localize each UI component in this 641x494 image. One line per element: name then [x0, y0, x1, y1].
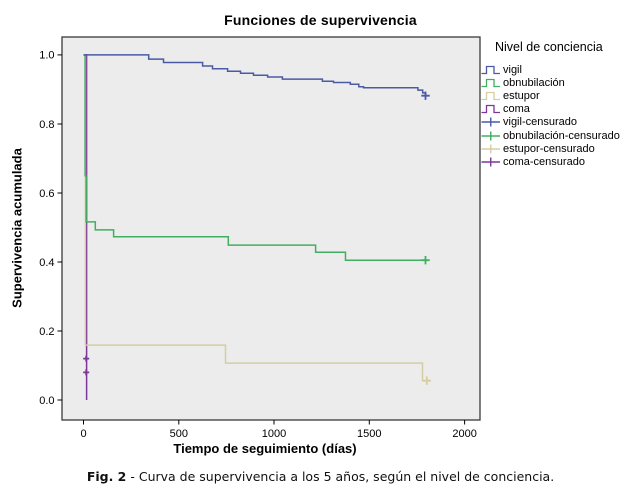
figure-caption: [0, 469, 641, 484]
chart-title: Funciones de supervivencia: [224, 12, 417, 28]
legend-item-vigil-censurado: [481, 116, 641, 129]
legend-item-estupor: [481, 89, 641, 102]
step-line-icon: [481, 90, 501, 102]
y-tick-label: 0.6: [39, 187, 55, 200]
x-axis-label: Tiempo de seguimiento (días): [173, 441, 357, 456]
caption-prefix: Fig. 2: [86, 469, 127, 484]
y-axis-label: Supervivencia acumulada: [9, 148, 25, 308]
plus-censor-icon: [481, 130, 501, 142]
legend-label: estupor-censurado: [503, 142, 595, 155]
x-tick-label: 0: [80, 428, 87, 440]
y-tick-label: 0.4: [39, 256, 55, 269]
legend-item-obnubilacion-censurado: [481, 129, 641, 142]
x-tick-label: 500: [169, 428, 188, 440]
plus-censor-icon: [481, 156, 501, 168]
legend-item-estupor-censurado: [481, 142, 641, 155]
legend-label: coma-censurado: [503, 155, 585, 168]
plus-censor-icon: [481, 143, 501, 155]
legend-label: vigil-censurado: [503, 116, 577, 129]
step-line-icon: [481, 64, 501, 76]
plus-censor-icon: [481, 116, 501, 128]
caption-text: - Curva de supervivencia a los 5 años, según el nivel de conciencia.: [126, 469, 555, 484]
legend-label: obnubilación: [503, 76, 565, 89]
legend-item-vigil: [481, 63, 641, 76]
y-tick-label: 1.0: [39, 49, 55, 62]
legend: [481, 40, 641, 169]
legend-item-coma-censurado: [481, 155, 641, 168]
x-tick-label: 2000: [452, 428, 477, 440]
y-tick-label: 0.0: [39, 394, 55, 407]
legend-label: coma: [503, 103, 530, 116]
legend-label: vigil: [503, 63, 522, 76]
x-tick-label: 1500: [357, 428, 382, 440]
legend-label: estupor: [503, 89, 540, 102]
x-tick-label: 1000: [261, 428, 287, 440]
step-line-icon: [481, 103, 501, 115]
y-tick-label: 0.8: [39, 118, 55, 131]
legend-item-obnubilacion: [481, 76, 641, 89]
y-tick-label: 0.2: [39, 325, 55, 338]
step-line-icon: [481, 77, 501, 89]
legend-label: obnubilación-censurado: [503, 129, 620, 142]
legend-title: Nivel de conciencia: [495, 40, 603, 54]
legend-item-coma: [481, 103, 641, 116]
